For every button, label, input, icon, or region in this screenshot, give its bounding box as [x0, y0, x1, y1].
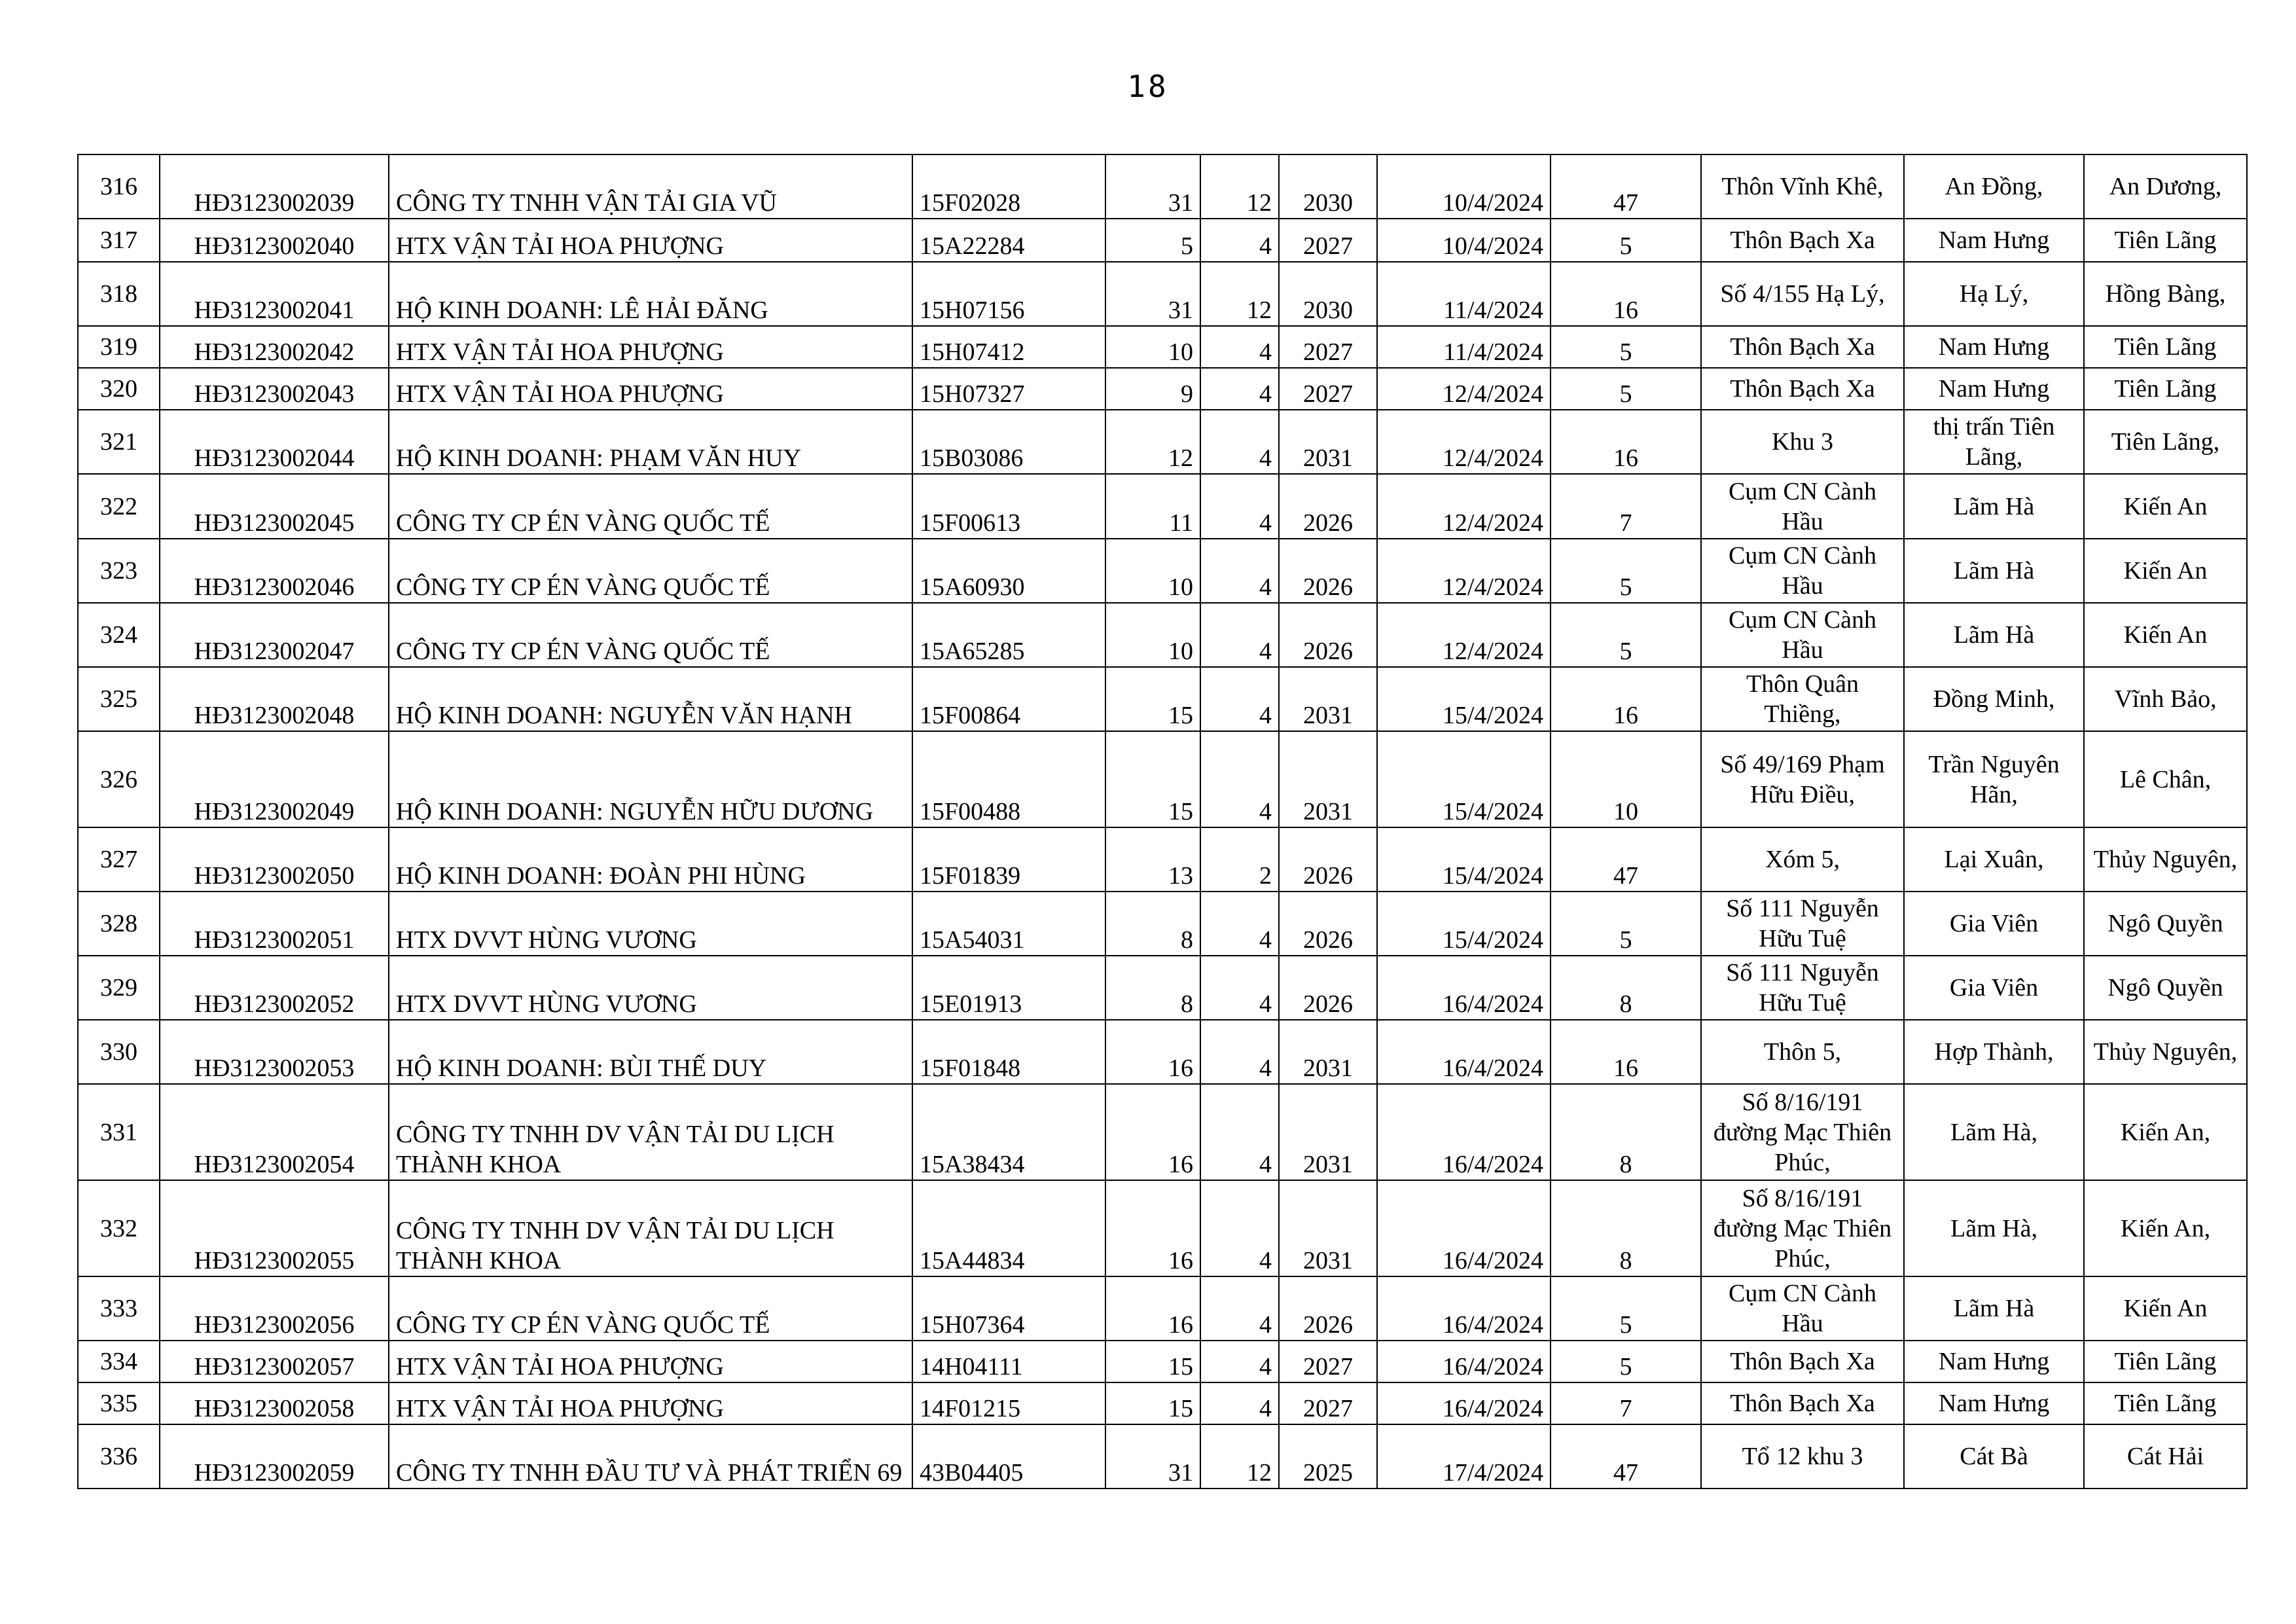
seat-count-cell: 5	[1551, 1341, 1701, 1382]
value-b-cell: 12	[1200, 262, 1279, 326]
contract-code-cell: HĐ3123002047	[160, 603, 389, 667]
issue-date-cell: 16/4/2024	[1377, 1180, 1551, 1276]
contract-code-cell: HĐ3123002049	[160, 731, 389, 827]
expiry-year-cell: 2031	[1279, 1180, 1377, 1276]
contract-code-cell: HĐ3123002043	[160, 368, 389, 410]
value-b-cell: 4	[1200, 1084, 1279, 1180]
issue-date-cell: 12/4/2024	[1377, 603, 1551, 667]
address-district-cell: Vĩnh Bảo,	[2084, 667, 2247, 731]
value-b-cell: 4	[1200, 410, 1279, 474]
license-plate-cell: 15F00613	[912, 474, 1105, 539]
page-number: 18	[1127, 69, 1169, 104]
license-plate-cell: 15A38434	[912, 1084, 1105, 1180]
issue-date-cell: 11/4/2024	[1377, 262, 1551, 326]
seat-count-cell: 7	[1551, 1382, 1701, 1424]
seat-count-cell: 10	[1551, 731, 1701, 827]
company-name-cell: CÔNG TY CP ÉN VÀNG QUỐC TẾ	[389, 603, 912, 667]
value-b-cell: 4	[1200, 219, 1279, 262]
value-b-cell: 4	[1200, 603, 1279, 667]
company-name-cell: HTX VẬN TẢI HOA PHƯỢNG	[389, 219, 912, 262]
address-ward-cell: Nam Hưng	[1904, 219, 2084, 262]
row-number-cell: 331	[78, 1084, 160, 1180]
table-row	[78, 262, 2247, 326]
address-district-cell: Kiến An,	[2084, 1180, 2247, 1276]
expiry-year-cell: 2031	[1279, 667, 1377, 731]
license-plate-cell: 15A22284	[912, 219, 1105, 262]
contract-code-cell: HĐ3123002051	[160, 892, 389, 956]
table-body	[78, 154, 2247, 1489]
seat-count-cell: 16	[1551, 1020, 1701, 1084]
company-name-cell: HTX DVVT HÙNG VƯƠNG	[389, 956, 912, 1020]
value-a-cell: 31	[1105, 1424, 1200, 1489]
seat-count-cell: 5	[1551, 368, 1701, 410]
address-ward-cell: Nam Hưng	[1904, 368, 2084, 410]
company-name-cell: CÔNG TY CP ÉN VÀNG QUỐC TẾ	[389, 1276, 912, 1341]
address-street-cell: Thôn 5,	[1701, 1020, 1904, 1084]
expiry-year-cell: 2031	[1279, 731, 1377, 827]
address-street-cell: Khu 3	[1701, 410, 1904, 474]
company-name-cell: HỘ KINH DOANH: PHẠM VĂN HUY	[389, 410, 912, 474]
seat-count-cell: 16	[1551, 262, 1701, 326]
license-plate-cell: 15B03086	[912, 410, 1105, 474]
expiry-year-cell: 2031	[1279, 1084, 1377, 1180]
address-district-cell: Lê Chân,	[2084, 731, 2247, 827]
issue-date-cell: 10/4/2024	[1377, 219, 1551, 262]
table-row	[78, 827, 2247, 892]
issue-date-cell: 16/4/2024	[1377, 956, 1551, 1020]
value-a-cell: 16	[1105, 1020, 1200, 1084]
address-ward-cell: Lãm Hà	[1904, 603, 2084, 667]
value-a-cell: 8	[1105, 956, 1200, 1020]
address-district-cell: Kiến An	[2084, 474, 2247, 539]
value-a-cell: 16	[1105, 1180, 1200, 1276]
address-street-cell: Cụm CN Cành Hầu	[1701, 1276, 1904, 1341]
value-b-cell: 4	[1200, 667, 1279, 731]
license-plate-cell: 15H07364	[912, 1276, 1105, 1341]
value-b-cell: 4	[1200, 1020, 1279, 1084]
address-ward-cell: Lãm Hà	[1904, 474, 2084, 539]
seat-count-cell: 8	[1551, 956, 1701, 1020]
address-district-cell: Kiến An,	[2084, 1084, 2247, 1180]
address-ward-cell: An Đồng,	[1904, 154, 2084, 219]
issue-date-cell: 15/4/2024	[1377, 892, 1551, 956]
address-street-cell: Thôn Vĩnh Khê,	[1701, 154, 1904, 219]
address-district-cell: Kiến An	[2084, 1276, 2247, 1341]
contract-code-cell: HĐ3123002055	[160, 1180, 389, 1276]
value-a-cell: 8	[1105, 892, 1200, 956]
address-street-cell: Số 49/169 Phạm Hữu Điều,	[1701, 731, 1904, 827]
value-b-cell: 4	[1200, 1341, 1279, 1382]
address-street-cell: Xóm 5,	[1701, 827, 1904, 892]
license-plate-cell: 15A65285	[912, 603, 1105, 667]
address-ward-cell: Lãm Hà,	[1904, 1180, 2084, 1276]
company-name-cell: CÔNG TY CP ÉN VÀNG QUỐC TẾ	[389, 539, 912, 603]
expiry-year-cell: 2031	[1279, 1020, 1377, 1084]
license-plate-cell: 15H07327	[912, 368, 1105, 410]
company-name-cell: HỘ KINH DOANH: LÊ HẢI ĐĂNG	[389, 262, 912, 326]
seat-count-cell: 8	[1551, 1084, 1701, 1180]
company-name-cell: HTX DVVT HÙNG VƯƠNG	[389, 892, 912, 956]
table-row	[78, 1382, 2247, 1424]
address-district-cell: Tiên Lãng	[2084, 219, 2247, 262]
address-street-cell: Thôn Bạch Xa	[1701, 326, 1904, 368]
issue-date-cell: 12/4/2024	[1377, 539, 1551, 603]
contract-code-cell: HĐ3123002057	[160, 1341, 389, 1382]
table-row	[78, 368, 2247, 410]
value-a-cell: 5	[1105, 219, 1200, 262]
seat-count-cell: 7	[1551, 474, 1701, 539]
address-district-cell: Thủy Nguyên,	[2084, 827, 2247, 892]
value-b-cell: 4	[1200, 956, 1279, 1020]
issue-date-cell: 17/4/2024	[1377, 1424, 1551, 1489]
license-plate-cell: 15F00864	[912, 667, 1105, 731]
value-a-cell: 10	[1105, 603, 1200, 667]
expiry-year-cell: 2026	[1279, 603, 1377, 667]
address-street-cell: Số 111 Nguyễn Hữu Tuệ	[1701, 956, 1904, 1020]
expiry-year-cell: 2026	[1279, 539, 1377, 603]
value-b-cell: 4	[1200, 731, 1279, 827]
issue-date-cell: 16/4/2024	[1377, 1084, 1551, 1180]
table-row	[78, 1020, 2247, 1084]
address-ward-cell: thị trấn Tiên Lãng,	[1904, 410, 2084, 474]
company-name-cell: HỘ KINH DOANH: NGUYỄN HỮU DƯƠNG	[389, 731, 912, 827]
value-b-cell: 4	[1200, 892, 1279, 956]
row-number-cell: 319	[78, 326, 160, 368]
value-a-cell: 10	[1105, 539, 1200, 603]
contract-code-cell: HĐ3123002042	[160, 326, 389, 368]
issue-date-cell: 15/4/2024	[1377, 731, 1551, 827]
seat-count-cell: 5	[1551, 539, 1701, 603]
license-plate-cell: 15F00488	[912, 731, 1105, 827]
company-name-cell: HỘ KINH DOANH: NGUYỄN VĂN HẠNH	[389, 667, 912, 731]
table-row	[78, 1424, 2247, 1489]
address-ward-cell: Cát Bà	[1904, 1424, 2084, 1489]
row-number-cell: 325	[78, 667, 160, 731]
company-name-cell: HTX VẬN TẢI HOA PHƯỢNG	[389, 326, 912, 368]
license-plate-cell: 15F02028	[912, 154, 1105, 219]
row-number-cell: 330	[78, 1020, 160, 1084]
expiry-year-cell: 2027	[1279, 1382, 1377, 1424]
issue-date-cell: 11/4/2024	[1377, 326, 1551, 368]
seat-count-cell: 5	[1551, 892, 1701, 956]
license-plate-cell: 15F01848	[912, 1020, 1105, 1084]
value-b-cell: 4	[1200, 1180, 1279, 1276]
table-row	[78, 539, 2247, 603]
expiry-year-cell: 2026	[1279, 827, 1377, 892]
license-plate-cell: 14H04111	[912, 1341, 1105, 1382]
address-street-cell: Thôn Bạch Xa	[1701, 368, 1904, 410]
address-street-cell: Thôn Bạch Xa	[1701, 1341, 1904, 1382]
seat-count-cell: 47	[1551, 1424, 1701, 1489]
company-name-cell: CÔNG TY TNHH DV VẬN TẢI DU LỊCH THÀNH KHOA	[389, 1180, 912, 1276]
address-ward-cell: Đồng Minh,	[1904, 667, 2084, 731]
expiry-year-cell: 2026	[1279, 892, 1377, 956]
seat-count-cell: 5	[1551, 1276, 1701, 1341]
license-plate-cell: 15E01913	[912, 956, 1105, 1020]
address-ward-cell: Gia Viên	[1904, 956, 2084, 1020]
table-row	[78, 326, 2247, 368]
company-name-cell: CÔNG TY TNHH ĐẦU TƯ VÀ PHÁT TRIỂN 69	[389, 1424, 912, 1489]
issue-date-cell: 10/4/2024	[1377, 154, 1551, 219]
issue-date-cell: 12/4/2024	[1377, 368, 1551, 410]
expiry-year-cell: 2027	[1279, 219, 1377, 262]
seat-count-cell: 16	[1551, 410, 1701, 474]
table-row	[78, 956, 2247, 1020]
value-a-cell: 10	[1105, 326, 1200, 368]
expiry-year-cell: 2027	[1279, 326, 1377, 368]
address-district-cell: Tiên Lãng,	[2084, 410, 2247, 474]
row-number-cell: 336	[78, 1424, 160, 1489]
issue-date-cell: 16/4/2024	[1377, 1382, 1551, 1424]
value-b-cell: 12	[1200, 154, 1279, 219]
license-plate-cell: 15A44834	[912, 1180, 1105, 1276]
company-name-cell: CÔNG TY TNHH VẬN TẢI GIA VŨ	[389, 154, 912, 219]
contract-code-cell: HĐ3123002054	[160, 1084, 389, 1180]
address-street-cell: Thôn Bạch Xa	[1701, 219, 1904, 262]
company-name-cell: HTX VẬN TẢI HOA PHƯỢNG	[389, 1341, 912, 1382]
issue-date-cell: 12/4/2024	[1377, 410, 1551, 474]
seat-count-cell: 5	[1551, 219, 1701, 262]
expiry-year-cell: 2025	[1279, 1424, 1377, 1489]
row-number-cell: 320	[78, 368, 160, 410]
contract-code-cell: HĐ3123002059	[160, 1424, 389, 1489]
value-a-cell: 12	[1105, 410, 1200, 474]
contract-code-cell: HĐ3123002046	[160, 539, 389, 603]
contract-code-cell: HĐ3123002056	[160, 1276, 389, 1341]
contract-code-cell: HĐ3123002058	[160, 1382, 389, 1424]
value-a-cell: 15	[1105, 1341, 1200, 1382]
expiry-year-cell: 2027	[1279, 1341, 1377, 1382]
value-b-cell: 4	[1200, 368, 1279, 410]
address-district-cell: Kiến An	[2084, 603, 2247, 667]
table-row	[78, 474, 2247, 539]
value-b-cell: 4	[1200, 326, 1279, 368]
address-district-cell: Thủy Nguyên,	[2084, 1020, 2247, 1084]
expiry-year-cell: 2026	[1279, 474, 1377, 539]
address-district-cell: Tiên Lãng	[2084, 326, 2247, 368]
registration-table	[77, 154, 2248, 1489]
address-ward-cell: Hạ Lý,	[1904, 262, 2084, 326]
value-b-cell: 4	[1200, 474, 1279, 539]
value-b-cell: 4	[1200, 539, 1279, 603]
table-row	[78, 219, 2247, 262]
seat-count-cell: 5	[1551, 326, 1701, 368]
license-plate-cell: 43B04405	[912, 1424, 1105, 1489]
address-street-cell: Cụm CN Cành Hầu	[1701, 474, 1904, 539]
address-district-cell: Ngô Quyền	[2084, 956, 2247, 1020]
table-row	[78, 892, 2247, 956]
company-name-cell: HTX VẬN TẢI HOA PHƯỢNG	[389, 368, 912, 410]
address-district-cell: Ngô Quyền	[2084, 892, 2247, 956]
address-district-cell: Tiên Lãng	[2084, 1341, 2247, 1382]
address-ward-cell: Nam Hưng	[1904, 326, 2084, 368]
company-name-cell: CÔNG TY TNHH DV VẬN TẢI DU LỊCH THÀNH KHOA	[389, 1084, 912, 1180]
contract-code-cell: HĐ3123002048	[160, 667, 389, 731]
address-street-cell: Số 111 Nguyễn Hữu Tuệ	[1701, 892, 1904, 956]
company-name-cell: HỘ KINH DOANH: BÙI THẾ DUY	[389, 1020, 912, 1084]
value-a-cell: 16	[1105, 1276, 1200, 1341]
value-a-cell: 9	[1105, 368, 1200, 410]
address-ward-cell: Nam Hưng	[1904, 1341, 2084, 1382]
address-street-cell: Tổ 12 khu 3	[1701, 1424, 1904, 1489]
value-a-cell: 15	[1105, 667, 1200, 731]
table-row	[78, 1276, 2247, 1341]
license-plate-cell: 14F01215	[912, 1382, 1105, 1424]
expiry-year-cell: 2027	[1279, 368, 1377, 410]
value-a-cell: 16	[1105, 1084, 1200, 1180]
row-number-cell: 317	[78, 219, 160, 262]
contract-code-cell: HĐ3123002041	[160, 262, 389, 326]
issue-date-cell: 12/4/2024	[1377, 474, 1551, 539]
contract-code-cell: HĐ3123002045	[160, 474, 389, 539]
seat-count-cell: 5	[1551, 603, 1701, 667]
expiry-year-cell: 2031	[1279, 410, 1377, 474]
row-number-cell: 334	[78, 1341, 160, 1382]
value-b-cell: 12	[1200, 1424, 1279, 1489]
address-ward-cell: Lãm Hà	[1904, 539, 2084, 603]
issue-date-cell: 16/4/2024	[1377, 1341, 1551, 1382]
row-number-cell: 333	[78, 1276, 160, 1341]
value-a-cell: 15	[1105, 1382, 1200, 1424]
row-number-cell: 323	[78, 539, 160, 603]
seat-count-cell: 47	[1551, 827, 1701, 892]
address-ward-cell: Lãm Hà,	[1904, 1084, 2084, 1180]
table-row	[78, 1341, 2247, 1382]
address-district-cell: Kiến An	[2084, 539, 2247, 603]
table-row	[78, 731, 2247, 827]
issue-date-cell: 15/4/2024	[1377, 667, 1551, 731]
table-row	[78, 667, 2247, 731]
address-district-cell: An Dương,	[2084, 154, 2247, 219]
license-plate-cell: 15F01839	[912, 827, 1105, 892]
row-number-cell: 335	[78, 1382, 160, 1424]
address-street-cell: Số 4/155 Hạ Lý,	[1701, 262, 1904, 326]
company-name-cell: HỘ KINH DOANH: ĐOÀN PHI HÙNG	[389, 827, 912, 892]
company-name-cell: CÔNG TY CP ÉN VÀNG QUỐC TẾ	[389, 474, 912, 539]
address-street-cell: Cụm CN Cành Hầu	[1701, 539, 1904, 603]
table-row	[78, 410, 2247, 474]
issue-date-cell: 16/4/2024	[1377, 1276, 1551, 1341]
value-a-cell: 31	[1105, 154, 1200, 219]
address-ward-cell: Lãm Hà	[1904, 1276, 2084, 1341]
address-ward-cell: Gia Viên	[1904, 892, 2084, 956]
table-row	[78, 1084, 2247, 1180]
row-number-cell: 327	[78, 827, 160, 892]
contract-code-cell: HĐ3123002050	[160, 827, 389, 892]
address-district-cell: Tiên Lãng	[2084, 368, 2247, 410]
table-row	[78, 154, 2247, 219]
issue-date-cell: 15/4/2024	[1377, 827, 1551, 892]
contract-code-cell: HĐ3123002040	[160, 219, 389, 262]
address-ward-cell: Lại Xuân,	[1904, 827, 2084, 892]
issue-date-cell: 16/4/2024	[1377, 1020, 1551, 1084]
row-number-cell: 322	[78, 474, 160, 539]
table-row	[78, 603, 2247, 667]
value-a-cell: 13	[1105, 827, 1200, 892]
value-a-cell: 31	[1105, 262, 1200, 326]
row-number-cell: 316	[78, 154, 160, 219]
license-plate-cell: 15H07412	[912, 326, 1105, 368]
address-district-cell: Tiên Lãng	[2084, 1382, 2247, 1424]
expiry-year-cell: 2030	[1279, 262, 1377, 326]
contract-code-cell: HĐ3123002044	[160, 410, 389, 474]
company-name-cell: HTX VẬN TẢI HOA PHƯỢNG	[389, 1382, 912, 1424]
expiry-year-cell: 2026	[1279, 1276, 1377, 1341]
address-street-cell: Thôn Bạch Xa	[1701, 1382, 1904, 1424]
value-b-cell: 2	[1200, 827, 1279, 892]
seat-count-cell: 16	[1551, 667, 1701, 731]
address-street-cell: Cụm CN Cành Hầu	[1701, 603, 1904, 667]
license-plate-cell: 15A60930	[912, 539, 1105, 603]
row-number-cell: 326	[78, 731, 160, 827]
expiry-year-cell: 2026	[1279, 956, 1377, 1020]
address-street-cell: Số 8/16/191 đường Mạc Thiên Phúc,	[1701, 1180, 1904, 1276]
table-row	[78, 1180, 2247, 1276]
row-number-cell: 329	[78, 956, 160, 1020]
contract-code-cell: HĐ3123002053	[160, 1020, 389, 1084]
seat-count-cell: 47	[1551, 154, 1701, 219]
contract-code-cell: HĐ3123002052	[160, 956, 389, 1020]
address-street-cell: Thôn Quân Thiềng,	[1701, 667, 1904, 731]
row-number-cell: 332	[78, 1180, 160, 1276]
value-b-cell: 4	[1200, 1382, 1279, 1424]
row-number-cell: 328	[78, 892, 160, 956]
address-street-cell: Số 8/16/191 đường Mạc Thiên Phúc,	[1701, 1084, 1904, 1180]
value-b-cell: 4	[1200, 1276, 1279, 1341]
row-number-cell: 324	[78, 603, 160, 667]
row-number-cell: 318	[78, 262, 160, 326]
address-district-cell: Cát Hải	[2084, 1424, 2247, 1489]
license-plate-cell: 15A54031	[912, 892, 1105, 956]
value-a-cell: 11	[1105, 474, 1200, 539]
address-ward-cell: Nam Hưng	[1904, 1382, 2084, 1424]
row-number-cell: 321	[78, 410, 160, 474]
address-ward-cell: Hợp Thành,	[1904, 1020, 2084, 1084]
expiry-year-cell: 2030	[1279, 154, 1377, 219]
value-a-cell: 15	[1105, 731, 1200, 827]
address-ward-cell: Trần Nguyên Hãn,	[1904, 731, 2084, 827]
seat-count-cell: 8	[1551, 1180, 1701, 1276]
address-district-cell: Hồng Bàng,	[2084, 262, 2247, 326]
contract-code-cell: HĐ3123002039	[160, 154, 389, 219]
license-plate-cell: 15H07156	[912, 262, 1105, 326]
